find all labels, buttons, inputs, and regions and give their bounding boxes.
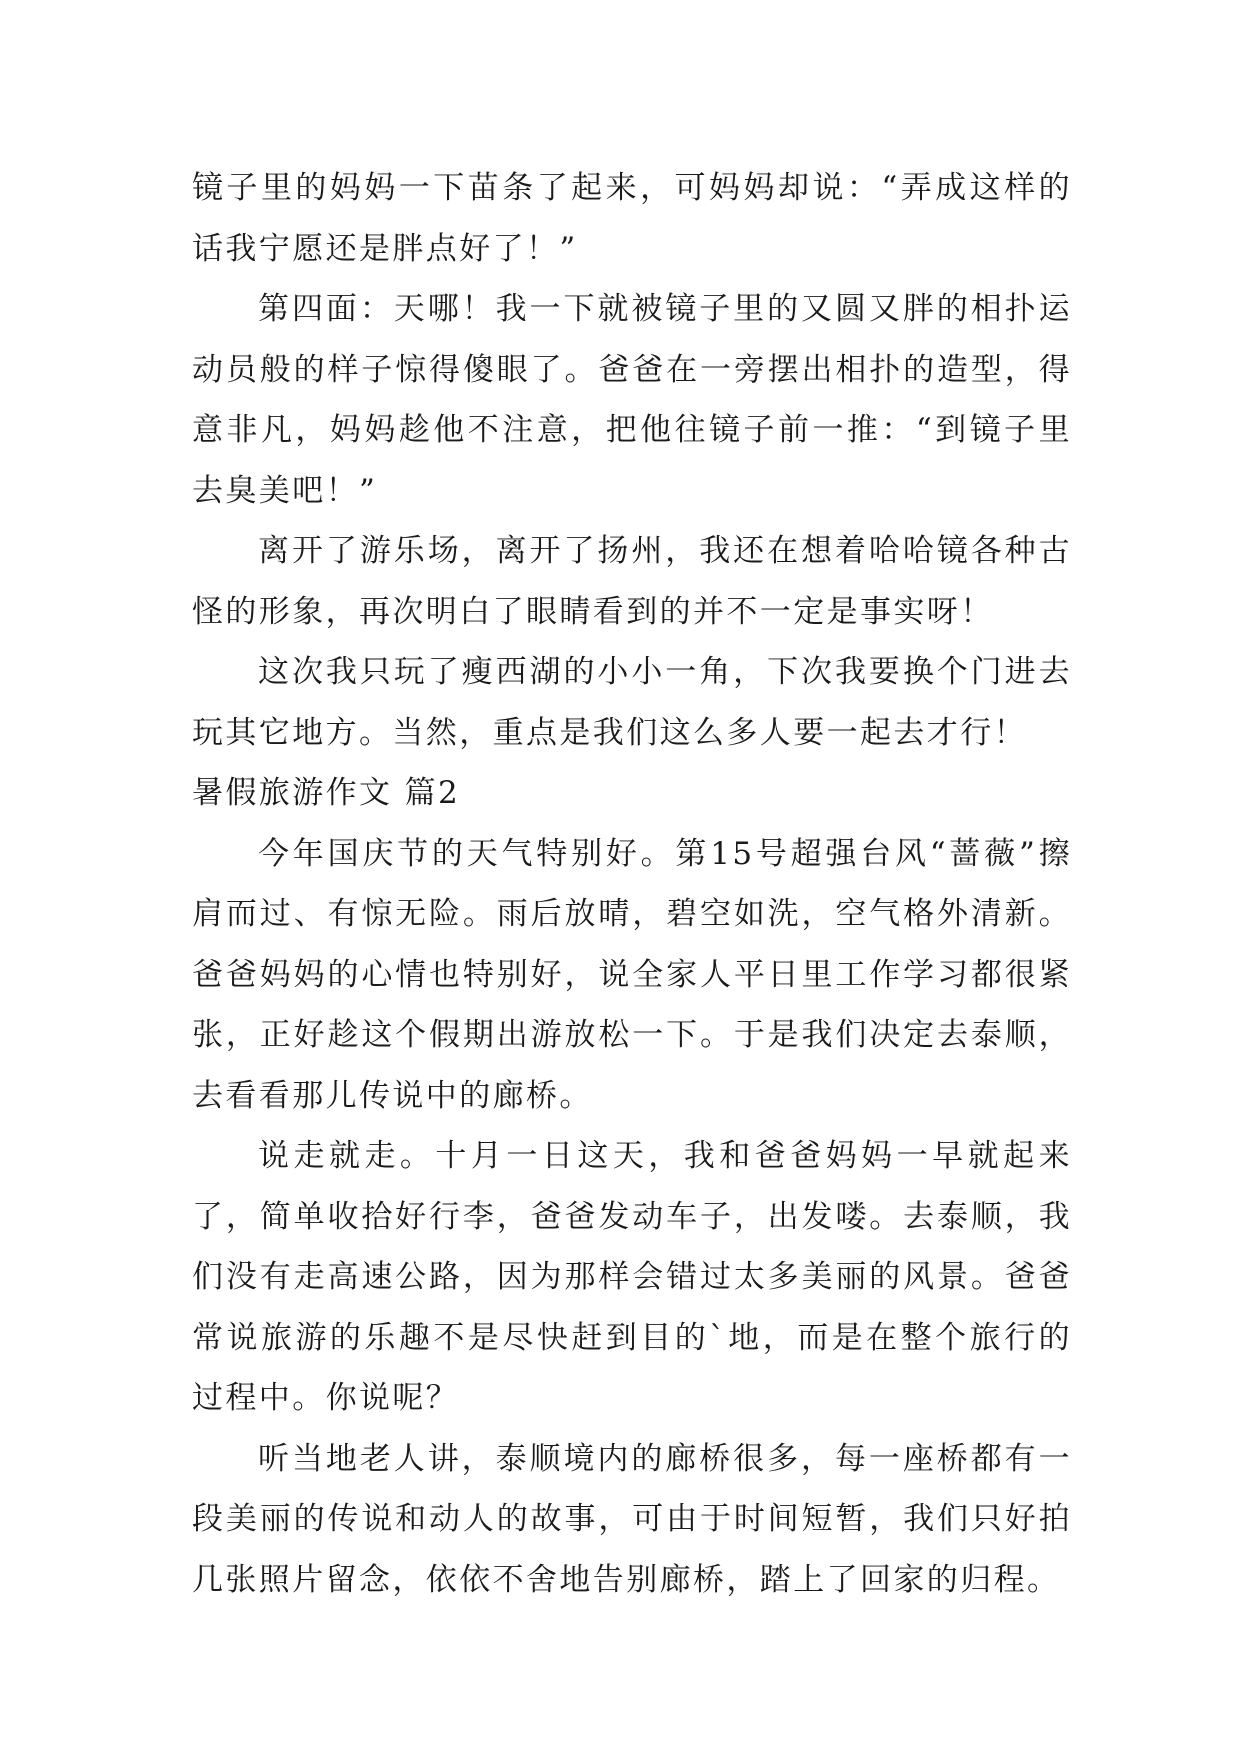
paragraph: 说走就走。十月一日这天，我和爸爸妈妈一早就起来了，简单收拾好行李，爸爸发动车子，出发喽。去泰顺，我们没有走高速公路，因为那样会错过太多美丽的风景。爸爸常说旅游的乐趣不是尽快赶到目的`地，而是在整个旅行的过程中。你说呢？ — [192, 1138, 1072, 1416]
paragraph: 今年国庆节的天气特别好。第15号超强台风“蔷薇”擦肩而过、有惊无险。雨后放晴，碧空如洗，空气格外清新。爸爸妈妈的心情也特别好，说全家人平日里工作学习都很紧张，正好趁这个假期出游放松一下。于是我们决定去泰顺，去看看那儿传说中的廊桥。 — [192, 835, 1072, 1114]
paragraph: 这次我只玩了瘦西湖的小小一角，下次我要换个门进去玩其它地方。当然，重点是我们这么多人要一起去才行！ — [192, 654, 1072, 751]
document-body — [192, 158, 1072, 1610]
paragraph: 镜子里的妈妈一下苗条了起来，可妈妈却说：“弄成这样的话我宁愿还是胖点好了！” — [192, 170, 1072, 267]
section-heading: 暑假旅游作文 篇2 — [192, 775, 461, 811]
paragraph: 第四面：天哪！我一下就被镜子里的又圆又胖的相扑运动员般的样子惊得傻眼了。爸爸在一旁摆出相扑的造型，得意非凡，妈妈趁他不注意，把他往镜子前一推：“到镜子里去臭美吧！” — [192, 291, 1072, 509]
paragraph: 听当地老人讲，泰顺境内的廊桥很多，每一座桥都有一段美丽的传说和动人的故事，可由于时间短暂，我们只好拍几张照片留念，依依不舍地告别廊桥，踏上了回家的归程。 — [192, 1440, 1072, 1598]
paragraph: 离开了游乐场，离开了扬州，我还在想着哈哈镜各种古怪的形象，再次明白了眼睛看到的并不一定是事实呀！ — [192, 533, 1072, 630]
